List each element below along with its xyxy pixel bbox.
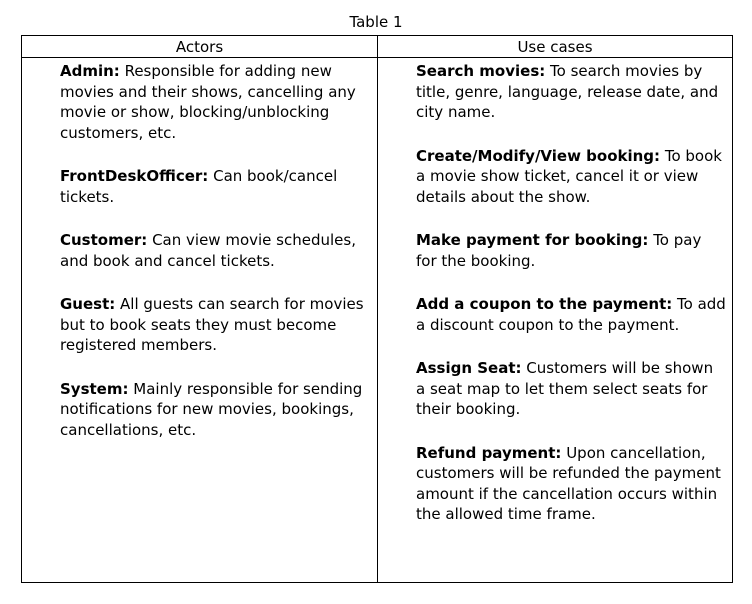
header-divider (22, 57, 732, 58)
table-caption: Table 1 (349, 13, 403, 31)
actor-description: Responsible for adding new movies and their shows, cancelling any movie or show, blocking/unblocking customers, etc. (60, 62, 356, 142)
actor-description: All guests can search for movies but to book seats they must become registered members. (60, 295, 364, 354)
actor-entry-admin (60, 61, 365, 143)
actor-entry-system (60, 379, 365, 441)
use-case-description: Upon cancellation, customers will be refunded the payment amount if the cancellation occurs within the allowed time frame. (416, 443, 721, 523)
use-case-entry-search-movies (416, 61, 726, 123)
use-case-title: Make payment for booking: (416, 231, 649, 249)
use-case-entry-make-payment (416, 230, 726, 271)
use-case-title: Search movies: (416, 62, 546, 80)
actor-description: Mainly responsible for sending notifications for new movies, bookings, cancellations, etc. (60, 379, 363, 439)
actor-title: Customer: (60, 231, 148, 249)
actor-title: Admin: (60, 62, 120, 80)
actor-title: FrontDeskOfficer: (60, 167, 209, 185)
actor-description: Can book/cancel tickets. (60, 167, 338, 206)
actor-entry-guest (60, 294, 365, 356)
header-actors: Actors (175, 38, 224, 56)
use-case-entry-assign-seat (416, 358, 726, 420)
use-case-title: Assign Seat: (416, 359, 522, 377)
use-case-description: To add a discount coupon to the payment. (416, 295, 726, 334)
use-case-entry-add-coupon (416, 294, 726, 335)
actor-title: Guest: (60, 295, 116, 313)
use-case-title: Refund payment: (416, 443, 562, 462)
actors-column (60, 61, 365, 463)
use-case-entry-refund-payment (416, 443, 726, 525)
header-use-cases: Use cases (517, 38, 593, 56)
actor-title: System: (60, 379, 129, 398)
use-case-description: To search movies by title, genre, language, release date, and city name. (416, 62, 719, 121)
actor-entry-customer (60, 230, 365, 271)
use-case-description: To pay for the booking. (416, 231, 702, 270)
actor-entry-frontdeskofficer (60, 166, 365, 207)
column-divider (377, 36, 378, 582)
use-cases-column (416, 61, 726, 548)
actors-use-cases-table (21, 35, 733, 583)
use-case-title: Add a coupon to the payment: (416, 295, 673, 313)
use-case-description: To book a movie show ticket, cancel it or view details about the show. (416, 146, 722, 206)
use-case-entry-booking (416, 146, 726, 208)
use-case-title: Create/Modify/View booking: (416, 146, 661, 165)
actor-description: Can view movie schedules, and book and cancel tickets. (60, 231, 356, 270)
use-case-description: Customers will be shown a seat map to let them select seats for their booking. (416, 359, 714, 418)
